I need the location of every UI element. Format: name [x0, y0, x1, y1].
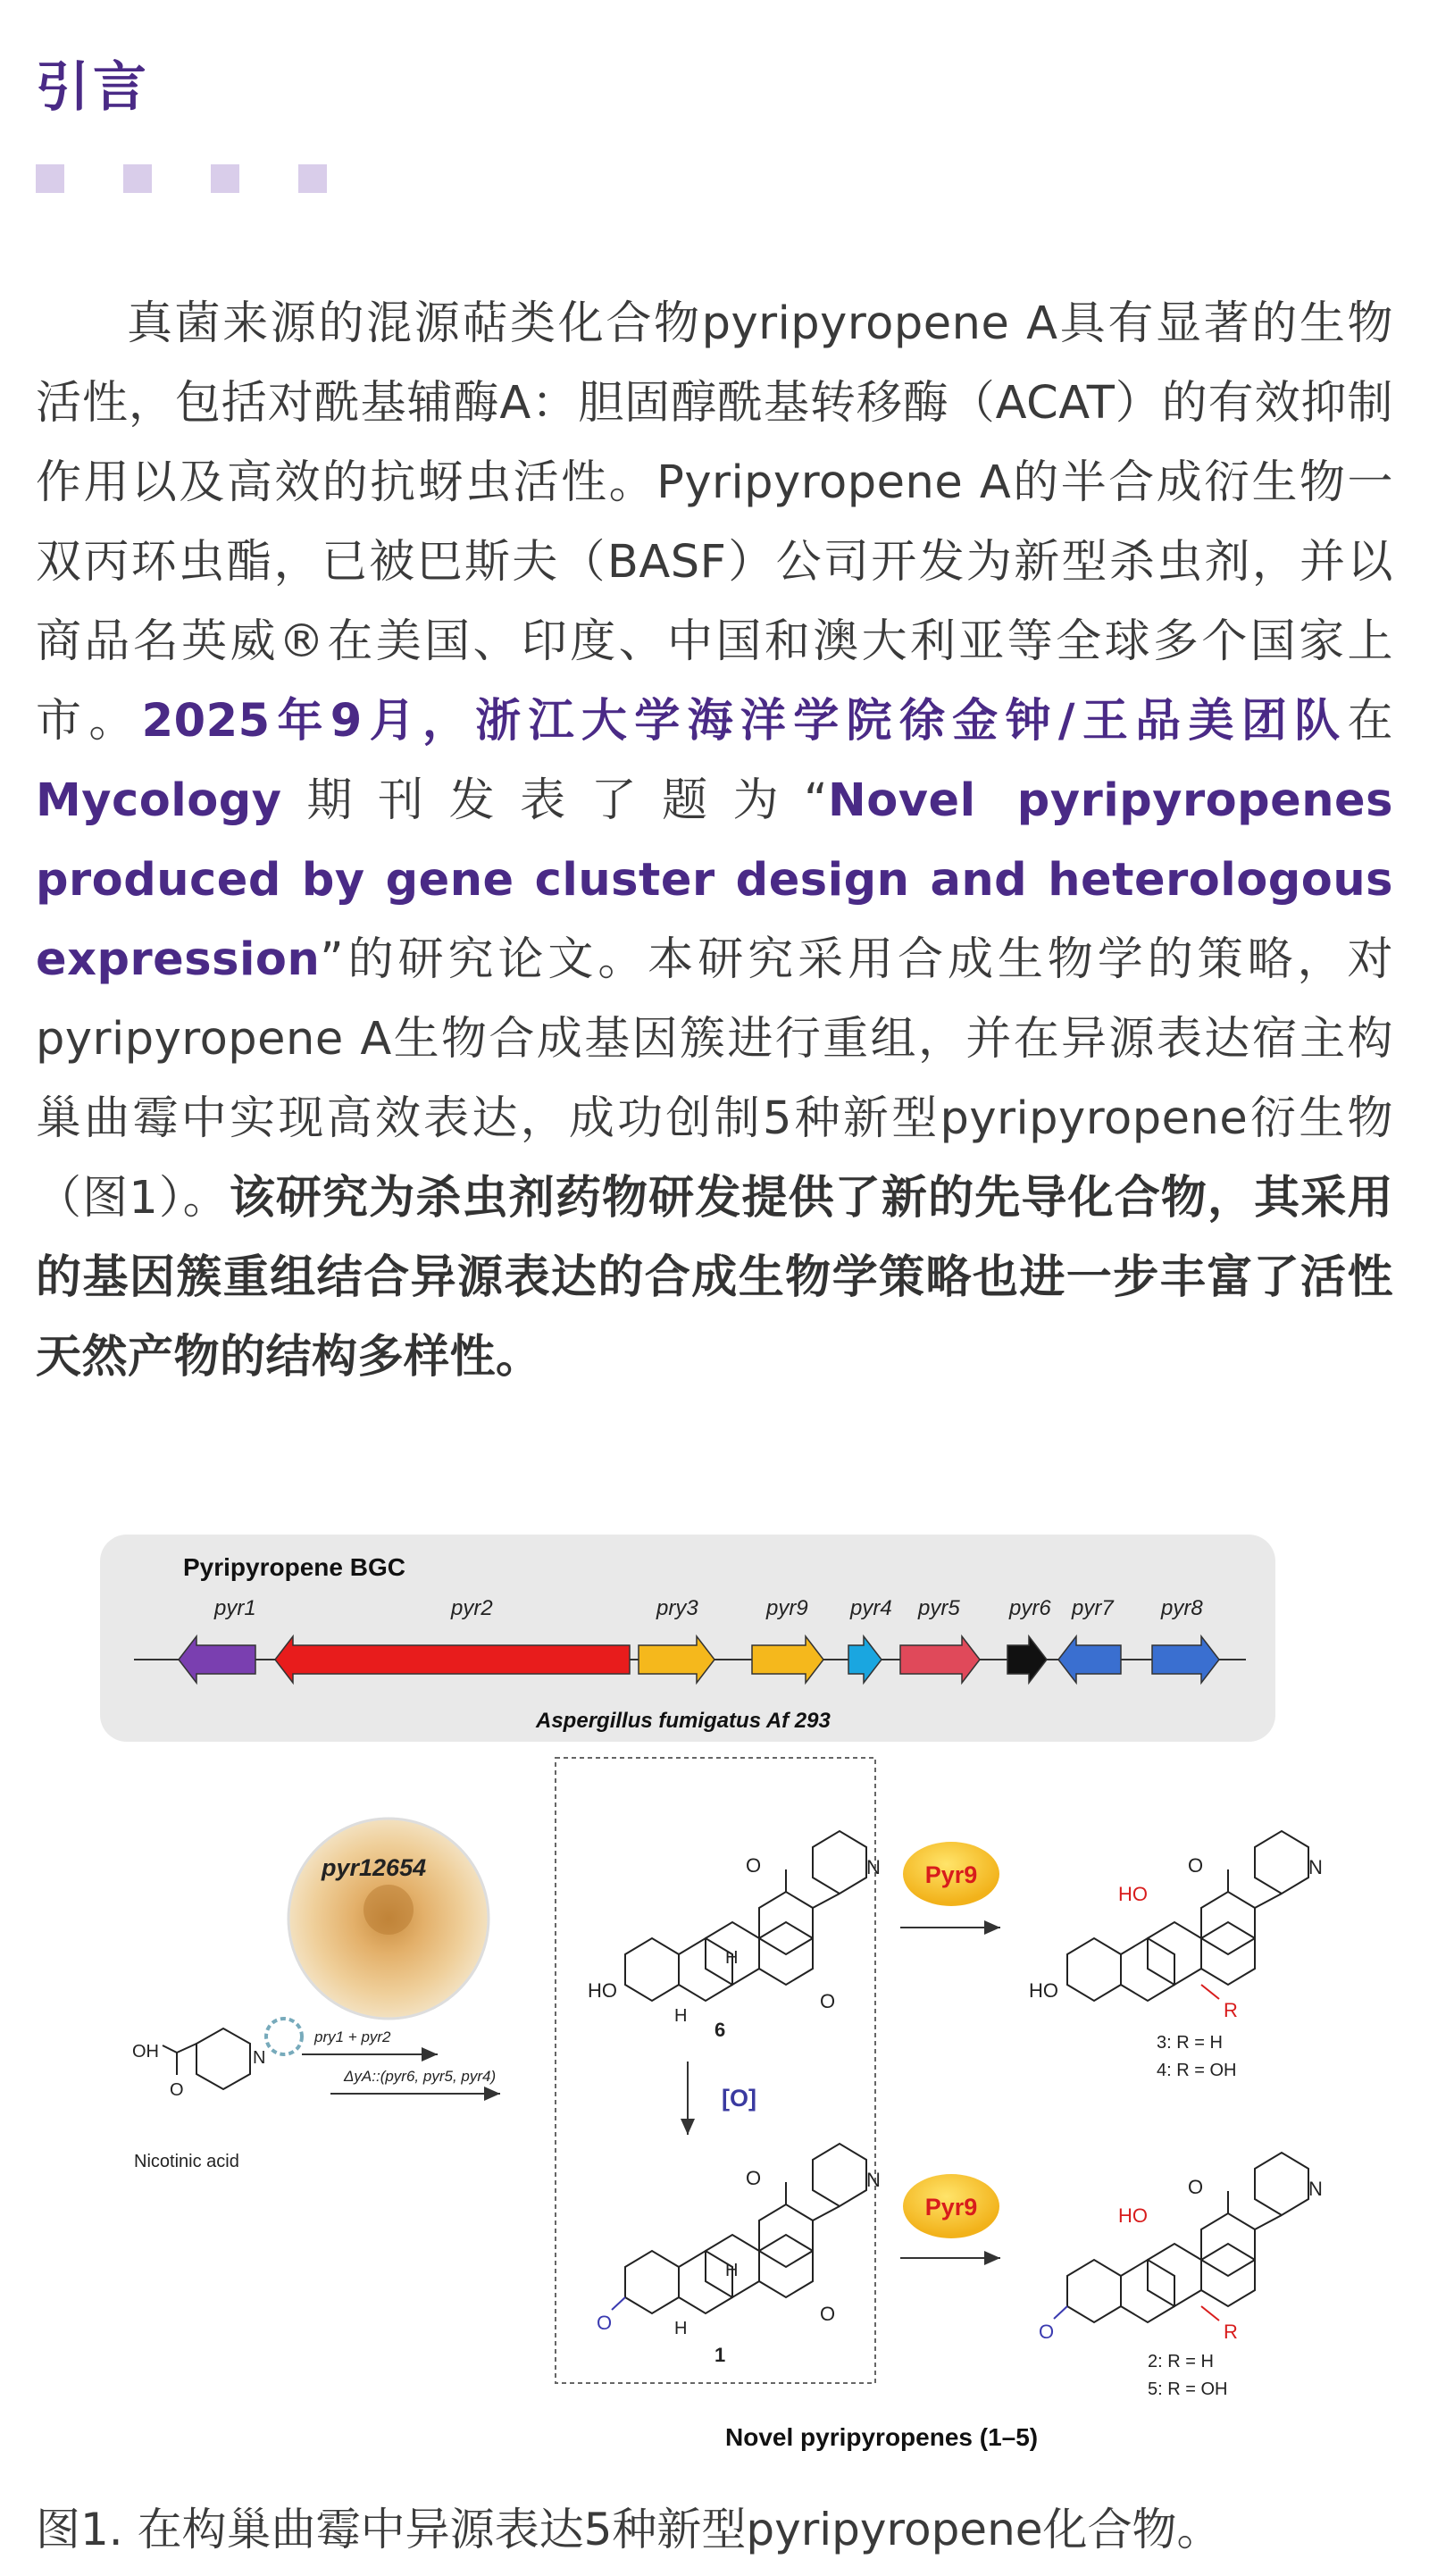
gene-label: pry3	[656, 1596, 698, 1620]
gene-label: pyr2	[451, 1596, 493, 1620]
atom-label: HO	[1118, 2204, 1148, 2227]
team-highlight: 2025年9月，浙江大学海洋学院徐金钟/王品美团队	[141, 695, 1348, 748]
text-p3: 期刊发表了题为“	[281, 774, 829, 827]
dot	[298, 164, 327, 193]
gene-label: pyr1	[214, 1596, 256, 1620]
dot	[123, 164, 152, 193]
atom-label: HO	[1118, 1883, 1148, 1905]
compound-1-structure	[612, 2144, 866, 2313]
dot	[211, 164, 239, 193]
paper-title: Novel pyripyropenes produced by gene cluster design and heterologous expression	[36, 774, 1393, 986]
enzyme-label: Pyr9	[924, 1861, 978, 1888]
atom-label: O	[820, 2303, 836, 2325]
oxidation-label: [O]	[722, 2085, 756, 2112]
atom-label: O	[746, 2167, 762, 2189]
text-p1: 真菌来源的混源萜类化合物pyripyropene A具有显著的生物活性，包括对酰基辅酶A：胆固醇酰基转移酶（ACAT）的有效抑制作用以及高效的抗蚜虫活性。Pyripyropene A的半合成衍生物一双丙环虫酯，已被巴斯夫（BASF）公司开发为新型杀虫剂，并以商品名英威®在美国、印度、中国和澳大利亚等全球多个国家上市。	[36, 297, 1393, 748]
atom-label: H	[725, 1948, 739, 1968]
conclusion-bold: 该研究为杀虫剂药物研发提供了新的先导化合物，其采用的基因簇重组结合异源表达的合成生物学策略也进一步丰富了活性天然产物的结构多样性。	[36, 1172, 1393, 1384]
atom-label: HO	[1029, 1979, 1058, 2002]
figure-1	[80, 1535, 1349, 2463]
section-title: 引言	[36, 56, 150, 119]
colony-label: pyr12654	[322, 1854, 427, 1881]
text-p4: ”的研究论文。本研究采用合成生物学的策略，对pyripyropene A生物合成基因簇进行重组，并在异源表达宿主构巢曲霉中实现高效表达，成功创制5种新型pyripyropene衍生物（图1）。	[36, 933, 1393, 1225]
atom-label: R	[1224, 1999, 1238, 2021]
atom-label: O	[1188, 1854, 1204, 1877]
atom-label: HO	[588, 1979, 617, 2002]
gene-label: pyr6	[1009, 1596, 1051, 1620]
atom-label: O	[1188, 2176, 1204, 2198]
atom-label: R	[1224, 2321, 1238, 2343]
atom-label: N	[866, 2169, 881, 2191]
gene-label: pyr7	[1072, 1596, 1114, 1620]
gene-label: pyr5	[918, 1596, 960, 1620]
deletion-label: ΔyA::(pyr6, pyr5, pyr4)	[344, 2068, 497, 2085]
plasmid-label: pry1 + pyr2	[314, 2028, 391, 2045]
atom-label: O	[746, 1854, 762, 1877]
organism-label: Aspergillus fumigatus Af 293	[536, 1709, 831, 1733]
atom-label: H	[674, 2319, 688, 2338]
compound-number: 6	[714, 2019, 726, 2041]
dot	[36, 164, 64, 193]
gene-label: pyr8	[1161, 1596, 1203, 1620]
intro-paragraph	[36, 284, 1393, 1397]
figure-footer: Novel pyripyropenes (1–5)	[725, 2423, 1039, 2451]
product-label: 3: R = H	[1157, 2033, 1223, 2053]
gene-label: pyr4	[850, 1596, 892, 1620]
decorative-dots	[36, 164, 327, 193]
bgc-title: Pyripyropene BGC	[183, 1553, 405, 1581]
figure-caption: 图1. 在构巢曲霉中异源表达5种新型pyripyropene化合物。	[36, 2504, 1222, 2555]
intermediate-box	[556, 1758, 875, 2383]
atom-label: OH	[132, 2042, 159, 2062]
product-label: 2: R = H	[1148, 2352, 1214, 2371]
atom-label: N	[866, 1856, 881, 1878]
atom-label: N	[1308, 2178, 1323, 2200]
plasmid-icon	[266, 2019, 302, 2054]
atom-label: N	[1308, 1856, 1323, 1878]
figure-svg	[80, 1535, 1349, 2463]
enzyme-label: Pyr9	[924, 2194, 978, 2221]
compound-number: 1	[714, 2344, 726, 2366]
product-label: 4: R = OH	[1157, 2061, 1237, 2080]
atom-label: O	[820, 1990, 836, 2012]
product-label: 5: R = OH	[1148, 2379, 1228, 2399]
product-bottom-structure	[1054, 2153, 1308, 2322]
journal-name: Mycology	[36, 774, 282, 827]
atom-label: H	[674, 2006, 688, 2026]
atom-label: O	[1039, 2321, 1055, 2343]
atom-label: O	[170, 2080, 184, 2100]
gene-label: pyr9	[766, 1596, 808, 1620]
atom-label: N	[253, 2048, 266, 2068]
atom-label: H	[725, 2261, 739, 2280]
atom-label: O	[597, 2312, 613, 2334]
nicotinic-acid-label: Nicotinic acid	[134, 2152, 239, 2171]
text-p2: 在	[1347, 695, 1393, 748]
